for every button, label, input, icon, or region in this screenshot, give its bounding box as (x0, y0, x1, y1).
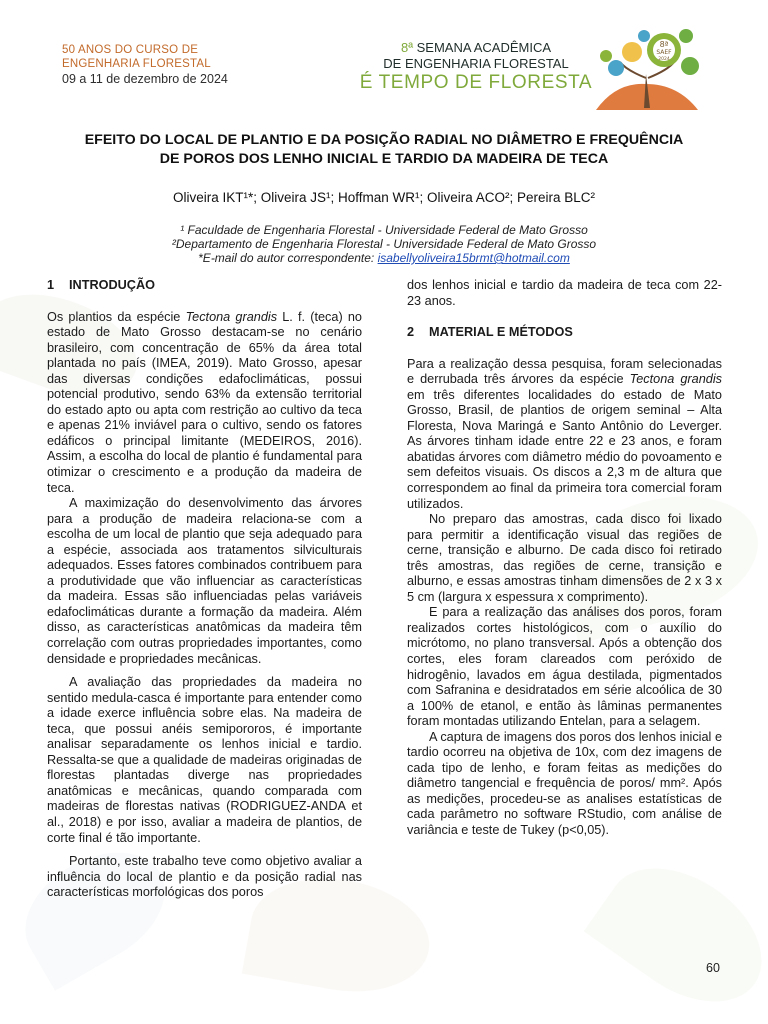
event-slogan: É TEMPO DE FLORESTA (359, 72, 593, 93)
affiliation-1: ¹ Faculdade de Engenharia Florestal - Universidade Federal de Mato Grosso (180, 223, 588, 237)
corresponding-email-line (40, 251, 728, 265)
paper-title (40, 131, 728, 169)
affiliation-2: ²Departamento de Engenharia Florestal - Universidade Federal de Mato Grosso (171, 237, 597, 251)
logo-text-main: 8ª (659, 40, 669, 49)
globe-icon (638, 30, 650, 42)
event-line1: 8ª SEMANA ACADÊMICA (400, 40, 552, 55)
left-column (47, 278, 362, 901)
email-link[interactable]: isabellyoliveira15brmt@hotmail.com (377, 251, 570, 265)
right-column (407, 278, 722, 839)
event-dates: 09 a 11 de dezembro de 2024 (62, 72, 228, 86)
section-heading-material-metodos: 2 MATERIAL E MÉTODOS (407, 325, 573, 340)
methods-paragraph-4: A captura de imagens dos poros dos lenhos inicial e tardio ocorreu na objetiva de 10x, com dez imagens de cada tipo de lenho, e foram feitas as medições do diâmetro tangencial e frequência de poros/ mm². Após as medições, procedeu-se as analises estatísticas de cada parâmetro no software RStudio, com análise de variância e teste de Tukey (p<0,05). (407, 729, 722, 837)
anniversary-banner (62, 44, 228, 87)
anniversary-line1: 50 ANOS DO CURSO DE (62, 44, 199, 56)
title-line2: DE POROS DOS LENHO INICIAL E TARDIO DA MADEIRA DE TECA (159, 151, 609, 167)
event-ordinal: 8ª (400, 40, 414, 55)
title-line1: EFEITO DO LOCAL DE PLANTIO E DA POSIÇÃO RADIAL NO DIÂMETRO E FREQUÊNCIA (84, 132, 684, 148)
methods-paragraph-3: E para a realização das análises dos poros, foram realizados cortes histológicos, com o auxílio do micrótomo, no plano transversal. Após a obtenção dos cortes, eles foram clareados com peróxido de hidrogênio, lavados em água destilada, pigmentados com Safranina e desidratados em série alcoólica de 30 a 100% de etanol, e então às lâminas permanentes foram montadas utilizando Entelan, para a selagem. (407, 605, 722, 729)
methods-paragraph-2: No preparo das amostras, cada disco foi lixado para permitir a identificação visual das regiões de cerne, transição e alburno. De cada disco foi retirado três amostras, das regiões de cerne, transição e alburno, e essas amostras tinham dimensões de 2 x 3 x 5 cm (largura x espessura x comprimento). (407, 512, 722, 604)
intro-paragraph-4-continued: dos lenhos inicial e tardio da madeira de teca com 22-23 anos. (407, 278, 722, 308)
intro-paragraph-2: A maximização do desenvolvimento das árvores para a produção de madeira relaciona-se com a escolha de um local de plantio que seja adequado para a espécie, associada aos tratamentos silviculturais adequados. Esses fatores combinados contribuem para a produtividade que vão influenciar as características da madeira. Essas são influenciadas pelas variáveis edafoclimáticas durante a formação da madeira. Além disso, as características anatômicas da madeira têm correlação com outras propriedades importantes, como densidade e propriedades mecânicas. (47, 496, 362, 666)
intro-paragraph-3: A avaliação das propriedades da madeira no sentido medula-casca é importante para entender como a idade exerce influência sobre elas. Na madeira de teca, que possui anéis semipororos, é importante analisar separadamente os lenhos inicial e tardio. Ressalta-se que a qualidade de madeiras originadas de florestas plantadas diverge nas propriedades anatômicas e mecânicas, quando comparada com madeiras de florestas nativas (RODRIGUEZ-ANDA et al., 2018) e por isso, avaliar a madeira de plantios, de corte final é tão importante. (47, 675, 362, 845)
anniversary-line2: ENGENHARIA FLORESTAL (62, 57, 211, 70)
intro-paragraph-1: Os plantios da espécie Tectona grandis L. f. (teca) no estado de Mato Grosso destacam-se no cenário brasileiro, com concentração de 65% da área total plantada no país (IMEA, 2019). Mato Grosso, apesar das diversas condições edafoclimáticas, possui potencial produtivo, sendo 63% da extensão territorial do estado apto ou apta com restrição ao cultivo da teca e apenas 21% inviável para o cultivo, sendo os fatores edáficos o principal limitante (MEDEIROS, 2016). Assim, a escolha do local de plantio é fundamental para otimizar o crescimento e a produção da madeira de teca. (47, 309, 362, 495)
event-logo (586, 22, 706, 114)
sun-icon (622, 42, 642, 62)
email-label: *E-mail do autor correspondente: (198, 251, 375, 265)
intro-paragraph-4: Portanto, este trabalho teve como objetivo avaliar a influência do local de plantio e da posição radial nas características morfológicas dos poros (47, 854, 362, 900)
methods-paragraph-1: Para a realização dessa pesquisa, foram selecionadas e derrubada três árvores da espécie Tectona grandis em três diferentes localidades do estado de Mato Grosso, Brasil, de plantios de origem seminal – Alta Floresta, Nova Maringá e Santo Antônio do Leverger. As árvores tinham idade entre 22 e 23 anos, e foram abatidas árvores com diâmetro médio do povoamento e sem defeitos visuais. Os discos a 2,3 m de altura que correspondem ao final da primeira tora comercial foram utilizados. (407, 356, 722, 511)
page-number: 60 (706, 961, 720, 975)
background-leaf-decoration (584, 841, 768, 1024)
logo-text-sub: SAEF (656, 49, 672, 56)
logo-year: 2024 (658, 57, 670, 62)
gear-icon-small (679, 29, 693, 43)
section-heading-introducao: 1 INTRODUÇÃO (47, 278, 155, 292)
author-list: Oliveira IKT¹*; Oliveira JS¹; Hoffman WR¹; Oliveira ACO²; Pereira BLC² (172, 190, 596, 205)
water-icon (608, 60, 624, 76)
event-title-block (352, 40, 600, 94)
event-line2: DE ENGENHARIA FLORESTAL (383, 56, 569, 71)
leaf-icon (600, 50, 612, 62)
gear-icon-small (681, 57, 699, 75)
